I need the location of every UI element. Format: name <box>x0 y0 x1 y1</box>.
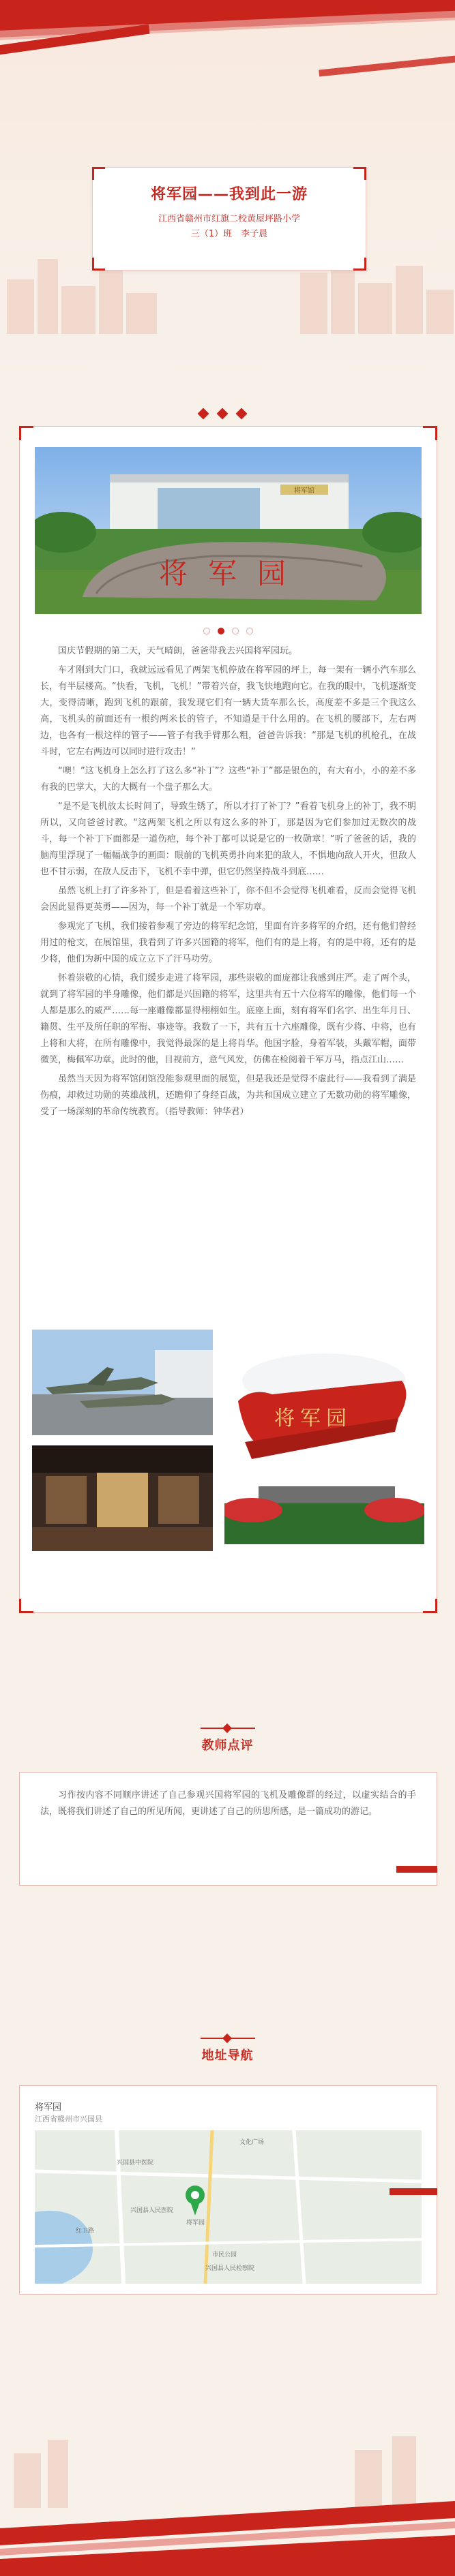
map-label: 兴国县中医院 <box>117 2160 154 2166</box>
diamond-divider <box>0 407 455 420</box>
map-view[interactable] <box>35 2130 422 2284</box>
paragraph: 虽然飞机上打了许多补丁，但是看着这些补丁，你不但不会觉得飞机难看，反而会觉得飞机会因此显得更英勇——因为，每一个补丁就是一个军功章。 <box>40 886 416 913</box>
title-card <box>92 167 366 271</box>
paragraph: 参观完了飞机，我们接着参观了旁边的将军纪念馆，里面有许多将军的介绍，还有他们曾经用过的枪支，在展馆里，我看到了许多兴国籍的将军，他们有的是上将，有的是中将，还有的是少将，他们为新中国的成立立下了汗马功劳。 <box>40 921 416 964</box>
carousel-dot[interactable] <box>232 628 239 634</box>
map-label: 兴国县人民医院 <box>130 2207 174 2214</box>
paragraph: “是不是飞机放太长时间了，导致生锈了，所以才打了补丁？”看着飞机身上的补丁，我不明所以，又向爸爸讨教。“这两架飞机之所以有这么多的补丁，那是因为它们参加过无数次的战斗，每一个补丁下面都是一道伤疤，每个补丁都可以说是它的一枚勋章！”听了爸爸的话，我的脑海里浮现了一幅幅战争的画面：眼前的飞机英勇扑向来犯的敌人，不惧地向敌人开火，但敌人也不甘示弱，在敌人反击下，飞机不幸中弹，但它仍然坚持战斗到底…… <box>40 801 416 877</box>
map-label: 红卫路 <box>76 2228 95 2235</box>
author-school: 江西省赣州市红旗二校黄屋坪路小学 <box>158 214 300 224</box>
map-label: 兴国县人民检察院 <box>205 2265 255 2272</box>
paragraph: 国庆节假期的第二天，天气晴朗，爸爸带我去兴国将军园玩。 <box>58 646 298 656</box>
monument-inscription: 将军园 <box>274 1407 352 1430</box>
relief-inscription: 将军园 <box>158 557 307 590</box>
paragraph: 车才刚到大门口，我就远远看见了两架飞机停放在将军园的坪上，每一架有一辆小汽车那么长，有半层楼高。“快看，飞机，飞机！”带着兴奋，我飞快地跑向它。在我的眼中，飞机逐渐变大，变得清晰，跑到飞机的跟前，我发现它们有一辆大货车那么长，高度差不多是三个我这么高，飞机头的前面还有一根约两米长的管子，不知道是干什么用的。在飞机的腰部下，左右两边，也各有一根这样的管子——管子有我手臂那么粗，爸爸告诉我：“那是飞机的机枪孔，在战斗时，它左右两边可以同时进行攻击！” <box>40 665 416 757</box>
map-heading <box>0 2038 455 2063</box>
carousel-indicator <box>20 624 437 637</box>
hero-ribbon-right <box>319 52 455 76</box>
map-label: 市民公园 <box>212 2252 237 2258</box>
photo-museum-interior[interactable] <box>32 1445 213 1551</box>
comment-heading <box>0 1728 455 1753</box>
comment-text: 习作按内容不同顺序讲述了自己参观兴国将军园的飞机及雕像群的经过，以虚实结合的手法，既将我们讲述了自己的所见所闻，更讲述了自己的所思所感，是一篇成功的游记。 <box>40 1790 416 1817</box>
carousel-photo-memorial[interactable] <box>35 447 422 614</box>
article-body <box>40 643 416 1123</box>
carousel-dot[interactable] <box>246 628 253 634</box>
building-sign: 将军馆 <box>294 487 314 495</box>
paragraph: “噢！”这飞机身上怎么打了这么多“补丁”？这些“补丁”都是银色的，有大有小，小的差不多有我的巴掌大，大的大概有一个盘子那么大。 <box>40 766 416 793</box>
map-title: 地址导航 <box>201 2049 254 2063</box>
author-class: 三（1）班 李子晨 <box>190 229 268 239</box>
carousel-dot[interactable] <box>203 628 210 634</box>
map-card <box>19 2085 437 2295</box>
paragraph: 怀着崇敬的心情，我们缓步走进了将军园，那些崇敬的面庞都让我感到庄严。走了两个头，就到了将军园的半身雕像，他们都是兴国籍的将军，这里共有五十六位将军的雕像，他们每一个人都是那么的威严……每一座雕像都显得栩栩如生。底座上面，刻有将军们名字、出生年月日、籍贯、生平及所任职的军衔、事迹等。我数了一下，共有五十六座雕像，既有少将、中将，也有上将和大将，在所有雕像中，我觉得最深的是上将肖华。他国字脸，身着军装，头戴军帽，面带微笑，梅佩军功章。此时的他，目视前方，意气风发，仿佛在检阅着千军万马，指点江山…… <box>40 973 416 1065</box>
carousel-dot-active[interactable] <box>218 628 224 634</box>
footer-decoration <box>0 2426 455 2576</box>
article-card <box>19 426 437 1613</box>
comment-card <box>19 1772 437 1886</box>
paragraph: 虽然当天因为将军馆闭馆没能参观里面的展览，但是我还是觉得不虚此行——我看到了满是伤痕，却救过功勋的英雄战机，还瞻仰了身经百战，为共和国成立建立了无数功勋的将军雕像，受了一场深刻的革命传统教育。（指导教师：钟华君） <box>40 1074 416 1117</box>
map-place-name: 将军园 <box>35 2102 62 2113</box>
photo-fighter-jets[interactable] <box>32 1330 213 1435</box>
map-label: 将军园 <box>186 2220 205 2226</box>
photo-entrance-monument[interactable] <box>224 1340 424 1544</box>
map-address: 江西省赣州市兴国县 <box>35 2115 102 2123</box>
map-label: 文化广场 <box>239 2139 265 2146</box>
comment-title: 教师点评 <box>201 1738 254 1753</box>
page-title: 将军园——我到此一游 <box>150 186 308 203</box>
